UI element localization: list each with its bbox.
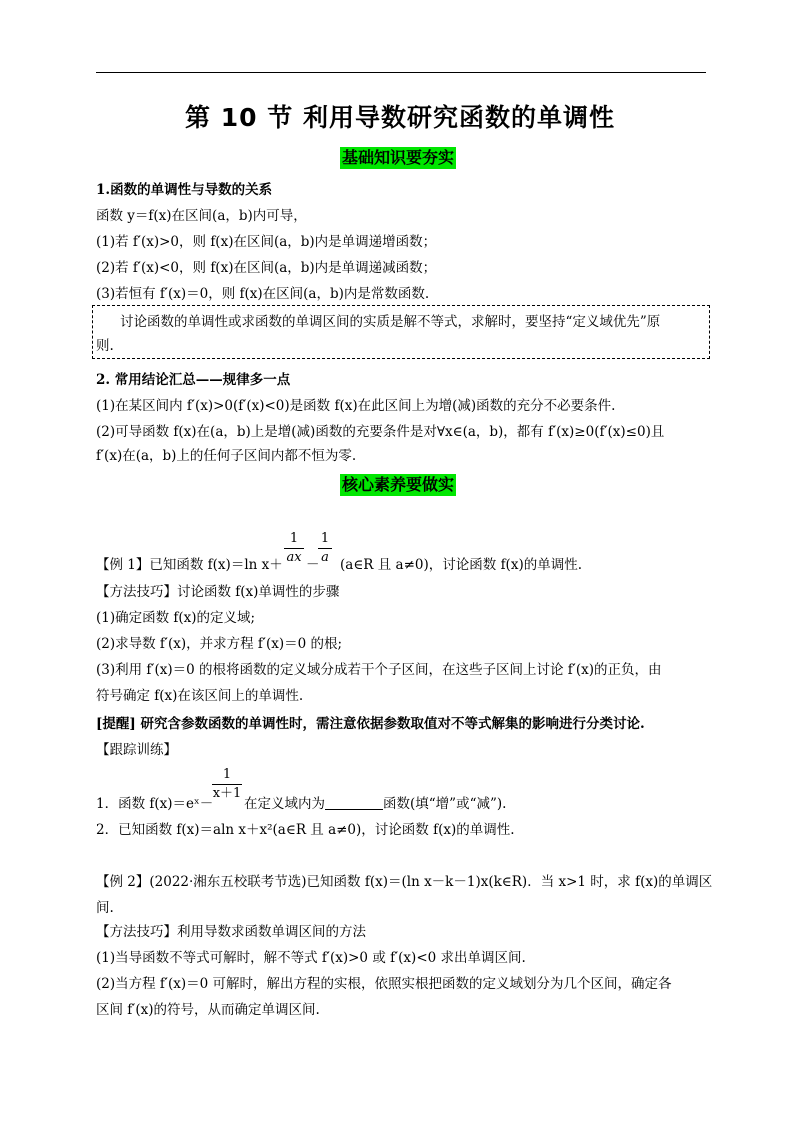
fraction-1-over-a: 1 a [318,532,332,565]
header-rule [96,72,706,73]
text-line: (2)若 f′(x)<0，则 f(x)在区间(a，b)内是单调递减函数； [96,260,437,276]
text-line: (1)若 f′(x)>0，则 f(x)在区间(a，b)内是单调递增函数； [96,234,437,250]
text-line: (3)利用 f′(x)＝0 的根将函数的定义域分成若干个子区间，在这些子区间上讨论 f′(x)的正负，由 [96,662,662,678]
example-1-label: 【例 1】已知函数 f(x)＝ln x＋ [96,557,283,573]
exercise-1-label: 1．函数 f(x)＝eˣ－ [96,796,214,812]
method-heading-2: 【方法技巧】利用导数求函数单调区间的方法 [96,924,366,940]
minus-sign: － [306,557,320,573]
exercise-2-text: 2．已知函数 f(x)＝aln x＋x²(a∈R 且 a≠0)，讨论函数 f(x)的单调性. [96,822,515,838]
text-line: (2)可导函数 f(x)在(a，b)上是增(减)函数的充要条件是对∀x∈(a，b)，都有 f′(x)≥0(f′(x)≤0)且 [96,424,665,440]
note-text: 则. [96,338,114,354]
exercise-1-text-b: 函数(填“增”或“减”). [383,796,507,812]
example-2-text-cont: 间. [96,900,114,916]
text-line: 区间 f′(x)的符号，从而确定单调区间. [96,1002,320,1018]
example-1-text: (a∈R 且 a≠0)，讨论函数 f(x)的单调性. [340,557,582,573]
section-core-heading: 核心素养要做实 [342,475,455,494]
text-line: (2)当方程 f′(x)＝0 可解时，解出方程的实根，依照实根把函数的定义域划分为几个区间，确定各 [96,976,672,992]
training-heading: 【跟踪训练】 [96,742,177,758]
fraction-1-over-ax: 1 ax [284,532,304,565]
method-heading: 【方法技巧】讨论函数 f(x)单调性的步骤 [96,584,340,600]
heading-monotonicity-derivative: 1.函数的单调性与导数的关系 [96,182,273,198]
tip-text: [提醒] 研究含参数函数的单调性时，需注意依据参数取值对不等式解集的影响进行分类讨论. [96,716,645,732]
section-basic-heading: 基础知识要夯实 [342,148,455,167]
text-line: (2)求导数 f′(x)，并求方程 f′(x)＝0 的根; [96,636,343,652]
text-line: (1)在某区间内 f′(x)>0(f′(x)<0)是函数 f(x)在此区间上为增(减)函数的充分不必要条件. [96,398,616,414]
text-line: f′(x)在(a，b)上的任何子区间内都不恒为零. [96,448,357,464]
exercise-1-text [244,794,506,814]
fraction-1-over-x-plus-1: 1 x＋1 [212,767,242,801]
heading-conclusions: 2. 常用结论汇总——规律多一点 [96,372,291,388]
text-line: 符号确定 f(x)在该区间上的单调性. [96,688,304,704]
exercise-1-text-a: 在定义域内为 [244,796,325,812]
text-line: 函数 y＝f(x)在区间(a，b)内可导， [96,208,307,224]
answer-blank[interactable] [325,795,383,810]
text-line: (1)当导函数不等式可解时，解不等式 f′(x)>0 或 f′(x)<0 求出单调区间. [96,950,526,966]
note-text: 讨论函数的单调性或求函数的单调区间的实质是解不等式，求解时，要坚持“定义域优先”原 [120,314,661,330]
example-2-text: 【例 2】(2022·湘东五校联考节选)已知函数 f(x)＝(ln x－k－1)x(k∈R)．当 x>1 时，求 f(x)的单调区 [96,874,713,890]
text-line: (1)确定函数 f(x)的定义域; [96,610,256,626]
text-line: (3)若恒有 f′(x)＝0，则 f(x)在区间(a，b)内是常数函数. [96,286,430,302]
page-title: 第 10 节 利用导数研究函数的单调性 [185,103,615,132]
